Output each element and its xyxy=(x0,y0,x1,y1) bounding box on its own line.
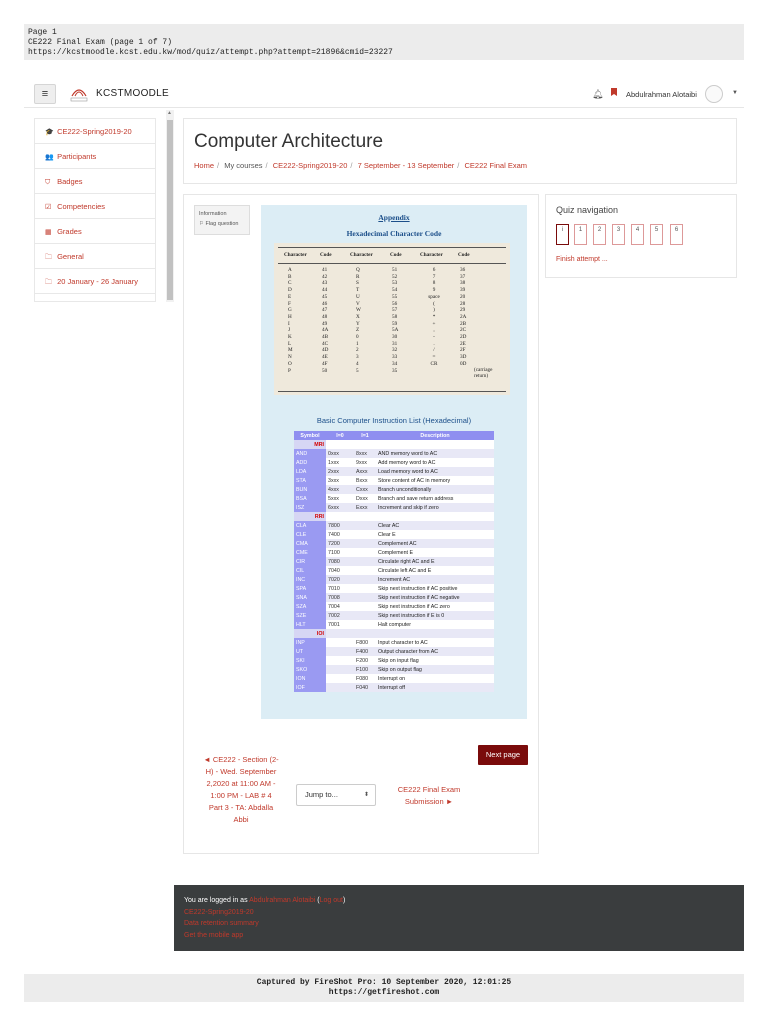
cell-i0 xyxy=(326,647,354,656)
instruction-table xyxy=(294,431,494,692)
cell-desc: Interrupt off xyxy=(376,683,494,692)
cell-i1: 8xxx xyxy=(354,449,376,458)
flag-question-link[interactable]: ⚐ Flag question xyxy=(199,221,239,227)
hex-col-header: Character xyxy=(420,252,443,258)
cell-i1 xyxy=(354,566,376,575)
previous-activity-link[interactable]: ◄ CE222 - Section (2-H) - Wed. September 2,2020 at 11:00 AM - 1:00 PM - LAB # 4 Part 3 - TA: Abdalla Abbi xyxy=(203,755,279,824)
cell-i0 xyxy=(326,656,354,665)
cell-desc: Circulate left AC and E xyxy=(376,566,494,575)
cell-sym: CME xyxy=(294,548,326,557)
cell-i0: 7002 xyxy=(326,611,354,620)
cell-sym: INC xyxy=(294,575,326,584)
cell-sym: CLA xyxy=(294,521,326,530)
hex-cr-note: (carriage return) xyxy=(474,367,493,379)
table-row xyxy=(294,476,494,485)
table-row xyxy=(294,503,494,512)
cell-i1 xyxy=(354,530,376,539)
sidebar-item-week[interactable] xyxy=(35,269,155,294)
hex-col3-chars: 6 7 8 9 space ( ) * + , - . / = CR xyxy=(428,267,440,367)
sidebar-item-label: 20 January - 26 January xyxy=(57,277,138,286)
cell-desc: Increment and skip if zero xyxy=(376,503,494,512)
data-retention-link[interactable]: Data retention summary xyxy=(184,920,259,927)
hex-col-header: Character xyxy=(350,252,373,258)
cell-i1 xyxy=(354,593,376,602)
sidebar-item-general[interactable] xyxy=(35,244,155,269)
cell-i0: 7004 xyxy=(326,602,354,611)
cell-desc: Skip on input flag xyxy=(376,656,494,665)
cell-sym: SZA xyxy=(294,602,326,611)
table-row xyxy=(294,611,494,620)
table-row xyxy=(294,494,494,503)
cell-desc: Skip next instruction if AC positive xyxy=(376,584,494,593)
table-row xyxy=(294,548,494,557)
cell-i1 xyxy=(354,620,376,629)
table-row xyxy=(294,593,494,602)
table-header-row xyxy=(294,431,494,440)
graduation-cap-icon: 🎓 xyxy=(45,129,54,136)
cell-desc: AND memory word to AC xyxy=(376,449,494,458)
breadcrumb: Home / My courses / CE222-Spring2019-20 / 7 September - 13 September / CE222 Final Exam xyxy=(194,161,528,170)
sidebar-item-label: Participants xyxy=(57,152,97,161)
sidebar-item-badges[interactable] xyxy=(35,169,155,194)
sidebar-item-label: CE222-Spring2019-20 xyxy=(57,127,132,136)
cell-i0: 3xxx xyxy=(326,476,354,485)
cell-i1: Axxx xyxy=(354,467,376,476)
cell-sym: ION xyxy=(294,674,326,683)
cell-i1 xyxy=(354,521,376,530)
bell-icon[interactable]: 🔔︎ xyxy=(592,89,604,99)
cell-sym: SKI xyxy=(294,656,326,665)
cell-sym: CIL xyxy=(294,566,326,575)
cell-i1: F080 xyxy=(354,674,376,683)
cell-i1: Bxxx xyxy=(354,476,376,485)
table-row xyxy=(294,683,494,692)
hex-col2-chars: Q R S T U V W X Y Z 0 1 2 3 4 5 xyxy=(356,267,361,374)
cell-i0: 7100 xyxy=(326,548,354,557)
cell-sym: SNA xyxy=(294,593,326,602)
menu-toggle-button[interactable]: ≡ xyxy=(34,84,56,104)
table-section-row xyxy=(294,629,494,638)
page-footer xyxy=(174,885,744,951)
cell-sym: UT xyxy=(294,647,326,656)
table-row xyxy=(294,467,494,476)
cell-i0: 4xxx xyxy=(326,485,354,494)
table-row xyxy=(294,674,494,683)
table-section-row xyxy=(294,440,494,449)
quiz-navigation-block xyxy=(545,194,737,278)
cell-i0: 7200 xyxy=(326,539,354,548)
cell-desc: Skip on output flag xyxy=(376,665,494,674)
quiz-nav-question-5[interactable]: 5 xyxy=(650,224,663,245)
cell-i1 xyxy=(354,584,376,593)
cell-desc: Increment AC xyxy=(376,575,494,584)
column-header: I=0 xyxy=(326,431,354,440)
cell-i0: 6xxx xyxy=(326,503,354,512)
breadcrumb-home[interactable]: Home xyxy=(194,161,215,170)
sidebar-item-competencies[interactable] xyxy=(35,194,155,219)
section-filler xyxy=(326,629,494,638)
footer-course-link[interactable]: CE222-Spring2019-20 xyxy=(184,908,254,916)
cell-desc: Skip next instruction if AC zero xyxy=(376,602,494,611)
cell-desc: Branch and save return address xyxy=(376,494,494,503)
avatar[interactable] xyxy=(705,85,723,103)
cell-desc: Interrupt on xyxy=(376,674,494,683)
cell-desc: Complement AC xyxy=(376,539,494,548)
site-brand-link[interactable]: KCSTMOODLE xyxy=(96,88,170,99)
next-page-button[interactable]: Next page xyxy=(478,745,528,765)
cell-i1: Exxx xyxy=(354,503,376,512)
mobile-app-link[interactable]: Get the mobile app xyxy=(184,931,244,939)
cell-desc: Skip next instruction if E is 0 xyxy=(376,611,494,620)
cell-sym: CIR xyxy=(294,557,326,566)
flag-icon: ⚐ xyxy=(199,221,204,227)
logged-in-info: You are logged in as Abdulrahman Alotaibi (Log out) xyxy=(184,897,346,904)
quiz-nav-info-button[interactable]: i xyxy=(556,224,569,245)
capture-header xyxy=(24,24,744,60)
cell-i0: 7800 xyxy=(326,521,354,530)
cell-i0: 7008 xyxy=(326,593,354,602)
hex-col-header: Character xyxy=(284,252,307,258)
cell-desc: Output character from AC xyxy=(376,647,494,656)
table-row xyxy=(294,449,494,458)
capture-credit-url: https://getfireshot.com xyxy=(328,988,440,997)
folder-icon: 🗀 xyxy=(45,254,52,261)
table-row xyxy=(294,656,494,665)
course-nav-drawer xyxy=(34,118,156,302)
cell-desc: Load memory word to AC xyxy=(376,467,494,476)
cell-desc: Clear E xyxy=(376,530,494,539)
cell-i1: F100 xyxy=(354,665,376,674)
table-row xyxy=(294,521,494,530)
hex-col-header: Code xyxy=(320,252,332,258)
cell-sym: AND xyxy=(294,449,326,458)
cell-sym: ADD xyxy=(294,458,326,467)
cell-i1 xyxy=(354,602,376,611)
cell-sym: BUN xyxy=(294,485,326,494)
breadcrumb-quiz[interactable]: CE222 Final Exam xyxy=(464,161,528,170)
section-label: IOI xyxy=(294,629,326,638)
instruction-table-body xyxy=(294,440,494,692)
table-row xyxy=(294,584,494,593)
cell-i1: Cxxx xyxy=(354,485,376,494)
cell-i0: 7001 xyxy=(326,620,354,629)
cell-i0 xyxy=(326,674,354,683)
cell-i1 xyxy=(354,575,376,584)
capture-page-number: Page 1 xyxy=(28,28,57,37)
top-navbar xyxy=(24,80,744,108)
sidebar-item-label: General xyxy=(57,252,84,261)
cell-sym: SPA xyxy=(294,584,326,593)
cell-i1: F800 xyxy=(354,638,376,647)
hex-col2-codes: 51 52 53 54 55 56 57 58 59 5A 30 31 32 33 34 35 xyxy=(392,267,399,374)
hex-col1-codes: 41 42 43 44 45 46 47 48 49 4A 4B 4C 4D 4E 4F 50 xyxy=(322,267,329,374)
next-activity-link[interactable]: CE222 Final Exam Submission ► xyxy=(397,785,461,806)
column-header: Description xyxy=(376,431,494,440)
table-row xyxy=(294,665,494,674)
cell-i1 xyxy=(354,548,376,557)
hex-col-header: Code xyxy=(458,252,470,258)
breadcrumb-section[interactable]: 7 September - 13 September xyxy=(357,161,455,170)
question-info-label: Information xyxy=(199,211,227,217)
cell-sym: SKO xyxy=(294,665,326,674)
logout-link[interactable]: Log out xyxy=(319,897,343,904)
hex-col-header: Code xyxy=(390,252,402,258)
cell-i1: 9xxx xyxy=(354,458,376,467)
cell-desc: Branch unconditionally xyxy=(376,485,494,494)
cell-sym: SZE xyxy=(294,611,326,620)
quiz-nav-question-6[interactable]: 6 xyxy=(670,224,683,245)
select-arrows-icon: ⬍ xyxy=(363,792,369,798)
section-label: MRI xyxy=(294,440,326,449)
column-header: I=1 xyxy=(354,431,376,440)
page-header xyxy=(183,118,737,184)
user-menu-name[interactable]: Abdulrahman Alotaibi xyxy=(626,90,697,99)
quiz-navigation-title: Quiz navigation xyxy=(556,205,619,215)
finish-attempt-link[interactable]: Finish attempt ... xyxy=(556,256,608,263)
cell-i0: 1xxx xyxy=(326,458,354,467)
capture-url: https://kcstmoodle.kcst.edu.kw/mod/quiz/attempt.php?attempt=21896&cmid=23227 xyxy=(28,48,393,57)
question-content xyxy=(261,205,527,719)
cell-desc: Store content of AC in memory xyxy=(376,476,494,485)
appendix-title: Appendix xyxy=(378,213,410,222)
scrollbar-thumb[interactable] xyxy=(167,120,173,300)
sidebar-item-label: Grades xyxy=(57,227,82,236)
cell-i0: 5xxx xyxy=(326,494,354,503)
cell-desc: Add memory word to AC xyxy=(376,458,494,467)
cell-i1: F040 xyxy=(354,683,376,692)
cell-sym: STA xyxy=(294,476,326,485)
section-filler xyxy=(326,512,494,521)
jump-to-select[interactable]: Jump to... ⬍ xyxy=(296,784,376,806)
table-row xyxy=(294,647,494,656)
cell-i0 xyxy=(326,683,354,692)
cell-sym: INP xyxy=(294,638,326,647)
column-header: Symbol xyxy=(294,431,326,440)
cell-i0: 7040 xyxy=(326,566,354,575)
cell-sym: IOF xyxy=(294,683,326,692)
message-icon[interactable] xyxy=(609,87,619,99)
check-square-icon: ☑ xyxy=(45,204,52,211)
sidebar-item-label: Competencies xyxy=(57,202,106,211)
sidebar-item-participants[interactable] xyxy=(35,144,155,169)
section-filler xyxy=(326,440,494,449)
cell-desc: Halt computer xyxy=(376,620,494,629)
table-row xyxy=(294,638,494,647)
capture-page-title: CE222 Final Exam (page 1 of 7) xyxy=(28,38,173,47)
quiz-nav-question-4[interactable]: 4 xyxy=(631,224,644,245)
cell-desc: Complement E xyxy=(376,548,494,557)
users-icon: 👥 xyxy=(45,154,54,161)
table-section-row xyxy=(294,512,494,521)
cell-i1 xyxy=(354,539,376,548)
cell-desc: Clear AC xyxy=(376,521,494,530)
cell-i1 xyxy=(354,611,376,620)
capture-credit: Captured by FireShot Pro: 10 September 2020, 12:01:25 xyxy=(256,978,512,987)
badge-icon: ⛉ xyxy=(45,179,51,186)
cell-sym: BSA xyxy=(294,494,326,503)
cell-sym: CLE xyxy=(294,530,326,539)
cell-i0 xyxy=(326,665,354,674)
quiz-nav-question-1[interactable]: 1 xyxy=(574,224,587,245)
hex-table-title: Hexadecimal Character Code xyxy=(346,229,442,238)
table-row xyxy=(294,485,494,494)
cell-desc: Input character to AC xyxy=(376,638,494,647)
cell-sym: CMA xyxy=(294,539,326,548)
cell-i1 xyxy=(354,557,376,566)
hex-col1-chars: A B C D E F G H I J K L M N O P xyxy=(288,267,293,374)
cell-i0 xyxy=(326,638,354,647)
cell-desc: Circulate right AC and E xyxy=(376,557,494,566)
sidebar-item-grades[interactable] xyxy=(35,219,155,244)
table-icon: ▦ xyxy=(45,229,52,236)
instruction-table-title: Basic Computer Instruction List (Hexadecimal) xyxy=(316,416,472,425)
breadcrumb-course[interactable]: CE222-Spring2019-20 xyxy=(272,161,348,170)
page-title: Computer Architecture xyxy=(194,131,384,152)
cell-sym: HLT xyxy=(294,620,326,629)
chevron-down-icon[interactable]: ▼ xyxy=(732,90,738,96)
sidebar-item-course[interactable] xyxy=(35,119,155,144)
hex-character-code-table-image xyxy=(274,243,510,395)
section-label: RRI xyxy=(294,512,326,521)
cell-i1: F400 xyxy=(354,647,376,656)
table-row xyxy=(294,575,494,584)
sidebar-item-label: Badges xyxy=(57,177,83,186)
table-row xyxy=(294,458,494,467)
table-row xyxy=(294,566,494,575)
cell-i0: 7020 xyxy=(326,575,354,584)
cell-i1: Dxxx xyxy=(354,494,376,503)
cell-i0: 7400 xyxy=(326,530,354,539)
table-row xyxy=(294,557,494,566)
capture-footer xyxy=(24,974,744,1002)
cell-sym: LDA xyxy=(294,467,326,476)
cell-i1: F200 xyxy=(354,656,376,665)
cell-i0: 2xxx xyxy=(326,467,354,476)
cell-sym: ISZ xyxy=(294,503,326,512)
footer-user-link[interactable]: Abdulrahman Alotaibi xyxy=(249,897,316,904)
table-row xyxy=(294,602,494,611)
cell-i0: 7010 xyxy=(326,584,354,593)
kcst-logo-icon[interactable] xyxy=(68,82,90,104)
cell-i0: 0xxx xyxy=(326,449,354,458)
cell-desc: Skip next instruction if AC negative xyxy=(376,593,494,602)
table-row xyxy=(294,620,494,629)
hex-col3-codes: 36 37 38 39 20 28 29 2A 2B 2C 2D 2E 2F 3D 0D xyxy=(460,267,467,367)
table-row xyxy=(294,539,494,548)
breadcrumb-my-courses[interactable]: My courses xyxy=(224,161,263,170)
folder-icon: 🗀 xyxy=(45,279,52,286)
question-info-box xyxy=(194,205,250,235)
cell-i0: 7080 xyxy=(326,557,354,566)
table-row xyxy=(294,530,494,539)
sidebar-scrollbar[interactable] xyxy=(166,110,174,302)
scroll-up-icon[interactable]: ▲ xyxy=(167,110,172,116)
quiz-nav-question-3[interactable]: 3 xyxy=(612,224,625,245)
quiz-nav-question-2[interactable]: 2 xyxy=(593,224,606,245)
